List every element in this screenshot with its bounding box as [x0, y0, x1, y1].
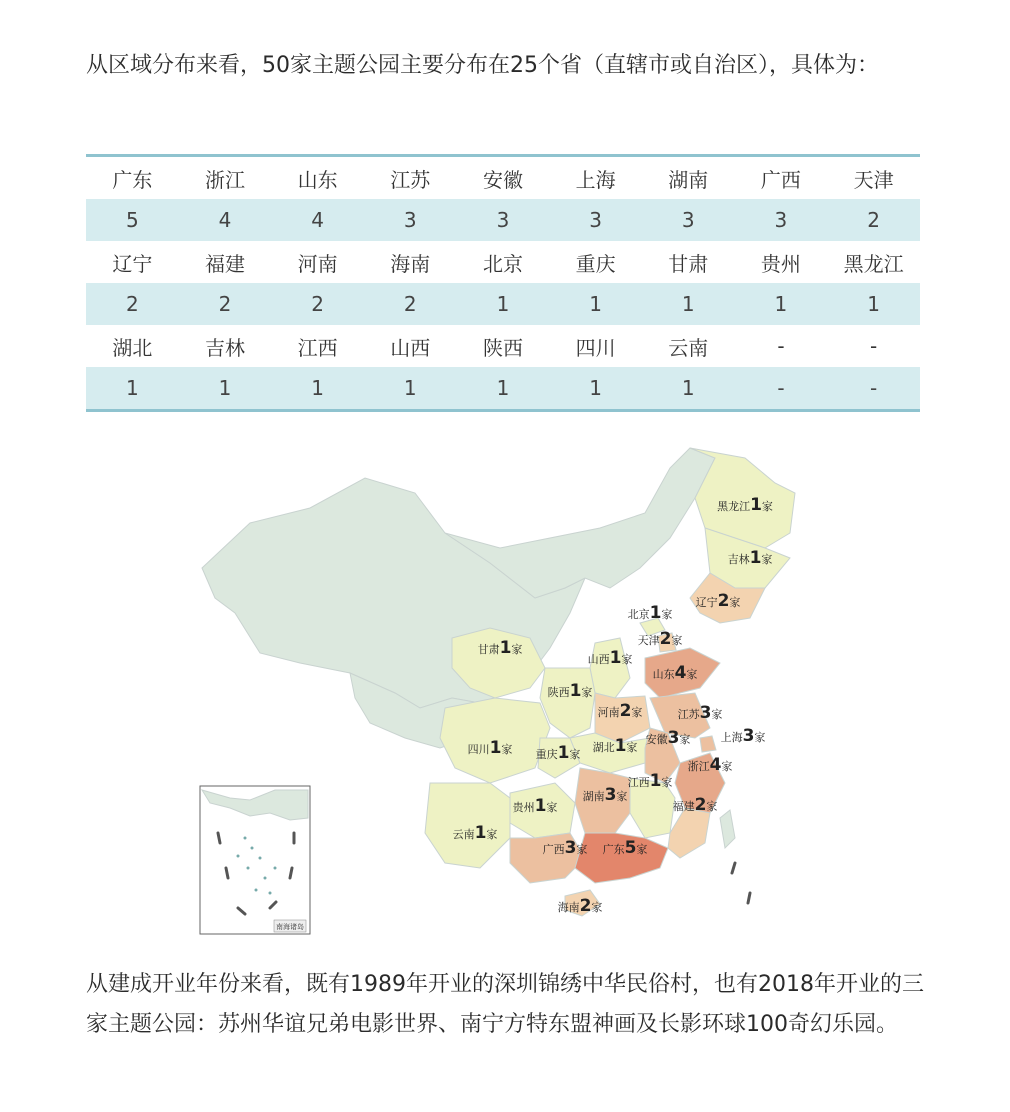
province-name-cell: 江苏	[390, 167, 431, 192]
region-label-unit: 家	[661, 776, 673, 789]
region-label-name: 江苏	[677, 708, 700, 721]
region-label-count: 1	[614, 736, 627, 756]
park-count-cell: 2	[827, 199, 920, 241]
province-name-cell: 湖北	[112, 335, 153, 360]
china-theme-park-map	[190, 438, 830, 938]
region-label-count: 2	[694, 795, 707, 815]
park-count-cell: 3	[642, 199, 735, 241]
region-label-name: 重庆	[535, 748, 558, 761]
region-6	[587, 638, 633, 698]
park-count-cell: 1	[735, 283, 828, 325]
table-row-counts	[86, 367, 920, 411]
park-count-cell: 3	[364, 199, 457, 241]
park-count-cell: 4	[271, 199, 364, 241]
region-label-unit: 家	[546, 801, 558, 814]
region-label-name: 海南	[557, 901, 580, 914]
park-count-cell: 2	[86, 283, 179, 325]
park-count-cell: 3	[735, 199, 828, 241]
region-label-count: 2	[619, 701, 632, 721]
region-label-name: 上海	[720, 731, 743, 744]
table-row-counts	[86, 199, 920, 241]
province-name-cell: 安徽	[482, 167, 523, 192]
park-count-cell: 4	[179, 199, 272, 241]
region-label-unit: 家	[631, 706, 643, 719]
region-label-name: 辽宁	[695, 596, 718, 609]
province-name-cell: 黑龙江	[843, 251, 904, 276]
region-label-name: 山东	[652, 668, 675, 681]
region-label-name: 湖南	[582, 790, 605, 803]
table-row-provinces	[86, 241, 920, 283]
region-label-name: 广西	[542, 843, 565, 856]
region-label-name: 江西	[627, 776, 650, 789]
table-row-counts	[86, 283, 920, 325]
region-label-count: 1	[499, 638, 512, 658]
region-label-name: 贵州	[512, 801, 535, 814]
region-label-unit: 家	[761, 553, 773, 566]
region-label-name: 四川	[467, 743, 490, 756]
province-name-cell: 广西	[760, 167, 801, 192]
province-name-cell: 陕西	[482, 335, 523, 360]
region-taiwan	[720, 810, 735, 848]
region-label-unit: 家	[591, 901, 603, 914]
region-label-unit: 家	[661, 608, 673, 621]
province-name-cell: 湖南	[668, 167, 709, 192]
province-name-cell: 海南	[390, 251, 431, 276]
region-label-unit: 家	[616, 790, 628, 803]
region-label-name: 广东	[602, 843, 625, 856]
region-label-count: 1	[750, 495, 762, 515]
region-label-count: 1	[557, 743, 570, 763]
park-count-cell: 1	[364, 367, 457, 411]
region-label-name: 河南	[597, 706, 620, 719]
park-count-cell: 1	[549, 283, 642, 325]
region-label-unit: 家	[711, 708, 723, 721]
province-name-cell: 重庆	[575, 251, 616, 276]
region-label-name: 吉林	[727, 553, 750, 566]
region-label-count: 1	[649, 603, 662, 623]
region-label-unit: 家	[729, 596, 741, 609]
region-label-name: 福建	[672, 800, 695, 813]
region-23	[575, 833, 668, 883]
region-21	[425, 783, 510, 868]
region-label-count: 3	[742, 726, 755, 746]
province-name-cell: 吉林	[204, 335, 245, 360]
sea-dash-line	[732, 863, 750, 903]
region-label-unit: 家	[761, 500, 773, 513]
province-name-cell: 四川	[575, 335, 616, 360]
park-count-cell: 2	[179, 283, 272, 325]
province-name-cell: -	[777, 334, 785, 358]
park-count-cell: -	[735, 367, 828, 411]
region-label	[721, 726, 766, 746]
region-label-name: 甘肃	[477, 643, 500, 656]
park-count-cell: 1	[642, 283, 735, 325]
region-label-unit: 家	[626, 741, 638, 754]
region-label-unit: 家	[486, 828, 498, 841]
region-label-count: 1	[474, 823, 487, 843]
province-name-cell: 天津	[853, 167, 894, 192]
region-15	[700, 736, 716, 752]
table-row-provinces	[86, 325, 920, 367]
region-label-count: 1	[489, 738, 502, 758]
region-label-unit: 家	[679, 733, 691, 746]
region-label-count: 2	[579, 896, 592, 916]
region-label-name: 陕西	[547, 686, 570, 699]
region-label-count: 5	[624, 838, 637, 858]
region-label-count: 1	[749, 548, 762, 568]
park-count-cell: 3	[549, 199, 642, 241]
province-name-cell: 山西	[390, 335, 431, 360]
region-label-count: 4	[709, 755, 722, 775]
province-name-cell: 上海	[575, 167, 616, 192]
region-label-count: 1	[649, 771, 662, 791]
region-label-unit: 家	[501, 743, 513, 756]
park-count-cell: 2	[364, 283, 457, 325]
region-label-count: 3	[564, 838, 577, 858]
region-label-unit: 家	[671, 634, 683, 647]
region-label-name: 天津	[637, 634, 660, 647]
region-label-count: 2	[717, 591, 730, 611]
province-name-cell: 北京	[482, 251, 523, 276]
park-count-cell: 1	[457, 367, 550, 411]
park-count-cell: 1	[86, 367, 179, 411]
region-20	[668, 808, 710, 858]
province-name-cell: 福建	[204, 251, 245, 276]
region-label-count: 4	[674, 663, 687, 683]
province-name-cell: 甘肃	[668, 251, 709, 276]
park-count-cell: -	[827, 367, 920, 411]
region-label-count: 3	[699, 703, 712, 723]
park-count-cell: 5	[86, 199, 179, 241]
region-label-count: 1	[534, 796, 547, 816]
region-label-unit: 家	[576, 843, 588, 856]
province-name-cell: 江西	[297, 335, 338, 360]
park-count-cell: 3	[457, 199, 550, 241]
region-label-unit: 家	[511, 643, 523, 656]
province-distribution-table	[86, 154, 920, 412]
table-row-provinces	[86, 156, 920, 200]
park-count-cell: 1	[642, 367, 735, 411]
region-label-name: 浙江	[687, 760, 710, 773]
region-label-name: 安徽	[645, 733, 668, 746]
region-label-name: 山西	[587, 653, 610, 666]
region-label-unit: 家	[706, 800, 718, 813]
region-label-unit: 家	[636, 843, 648, 856]
province-name-cell: 浙江	[204, 167, 245, 192]
region-label-count: 3	[667, 728, 680, 748]
region-label-unit: 家	[621, 653, 633, 666]
region-label-count: 1	[569, 681, 582, 701]
outro-paragraph: 从建成开业年份来看，既有1989年开业的深圳锦绣中华民俗村，也有2018年开业的三家主题公园：苏州华谊兄弟电影世界、南宁方特东盟神画及长影环球100奇幻乐园。	[86, 972, 924, 1037]
province-name-cell: 山东	[297, 167, 338, 192]
region-label	[628, 603, 673, 623]
province-name-cell: -	[870, 334, 878, 358]
province-name-cell: 辽宁	[112, 251, 153, 276]
park-count-cell: 1	[549, 367, 642, 411]
province-name-cell: 云南	[668, 335, 709, 360]
park-count-cell: 1	[271, 367, 364, 411]
region-label-unit: 家	[721, 760, 733, 773]
region-label-count: 2	[659, 629, 672, 649]
region-label-count: 3	[604, 785, 617, 805]
province-name-cell: 贵州	[760, 251, 801, 276]
region-label-name: 云南	[452, 828, 475, 841]
park-count-cell: 1	[457, 283, 550, 325]
region-label	[638, 629, 683, 649]
region-label-name: 湖北	[592, 741, 615, 754]
region-label-unit: 家	[581, 686, 593, 699]
park-count-cell: 1	[827, 283, 920, 325]
park-count-cell: 2	[271, 283, 364, 325]
inset-caption: 南海诸岛	[276, 923, 304, 931]
province-name-cell: 河南	[297, 251, 338, 276]
region-label-name: 北京	[627, 608, 650, 621]
province-name-cell: 广东	[112, 167, 153, 192]
region-label-unit: 家	[754, 731, 766, 744]
region-label-unit: 家	[686, 668, 698, 681]
park-count-cell: 1	[179, 367, 272, 411]
region-label-count: 1	[609, 648, 622, 668]
intro-paragraph: 从区域分布来看，50家主题公园主要分布在25个省（直辖市或自治区），具体为：	[86, 53, 879, 78]
region-label-unit: 家	[569, 748, 581, 761]
region-label-name: 黑龙江	[717, 500, 751, 513]
